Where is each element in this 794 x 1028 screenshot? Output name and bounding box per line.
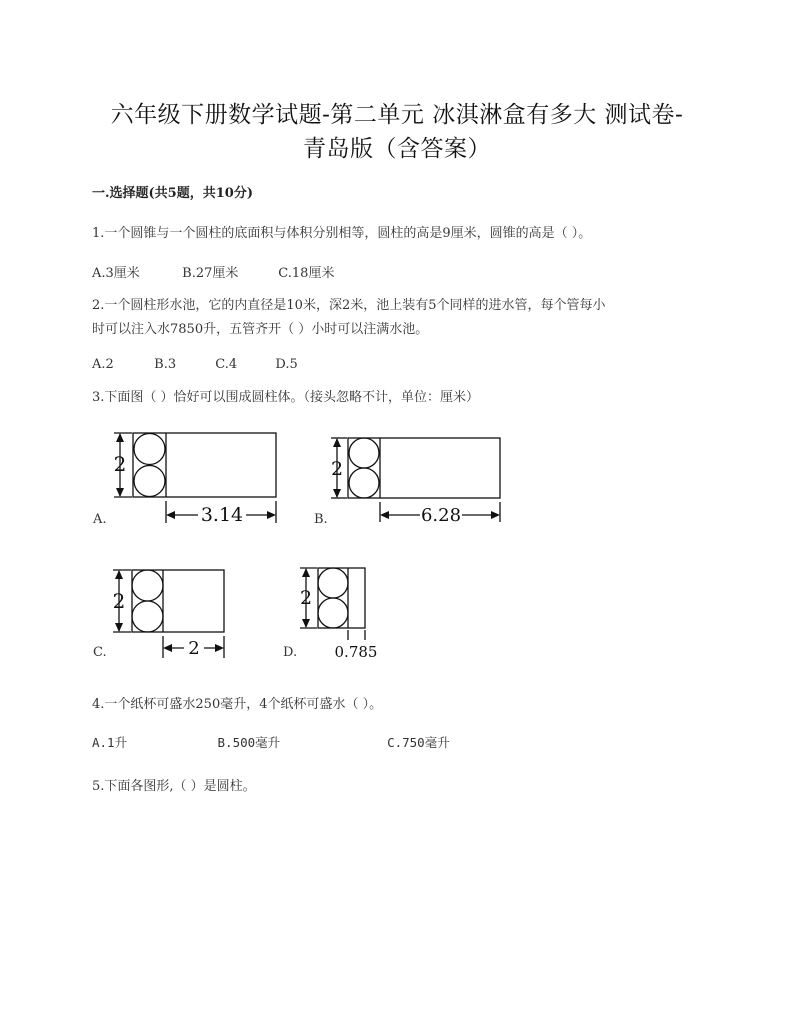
option-b: B.3 (154, 357, 177, 372)
figure-a-length: 3.14 (200, 504, 244, 526)
option-a: A.1升 (92, 735, 128, 750)
figure-b-height: 2 (330, 458, 344, 480)
option-c: C.18厘米 (278, 266, 335, 281)
figure-b-label: B. (314, 512, 328, 527)
figure-b-length: 6.28 (420, 505, 462, 526)
question-2-options (92, 357, 298, 372)
figure-d-height: 2 (299, 587, 313, 609)
question-2-line-2: 时可以注入水7850升，五管齐开（ ）小时可以注满水池。 (92, 322, 429, 337)
question-1-options (92, 262, 334, 281)
figure-c-length: 2 (188, 638, 200, 659)
option-a: A.2 (92, 357, 114, 372)
figure-b-net (320, 430, 510, 530)
question-3: 3.下面图（ ）恰好可以围成圆柱体。（接头忽略不计，单位：厘米） (92, 390, 480, 405)
figure-c-net (100, 562, 240, 662)
option-b: B.500毫升 (217, 735, 281, 750)
figure-d-label: D. (283, 645, 298, 660)
question-4: 4.一个纸杯可盛水250毫升，4个纸杯可盛水（ ）。 (92, 697, 383, 712)
figure-d-net (295, 560, 405, 660)
figure-a-net (100, 425, 290, 525)
question-5: 5.下面各图形,（ ）是圆柱。 (92, 779, 256, 794)
question-2-line-1: 2.一个圆柱形水池，它的内直径是10米，深2米，池上装有5个同样的进水管，每个管每小 (92, 298, 606, 313)
figure-c-label: C. (93, 645, 107, 660)
figure-c-height: 2 (112, 589, 126, 613)
option-c: C.750毫升 (387, 735, 450, 750)
page-title-line-2: 青岛版（含答案） (303, 136, 491, 162)
option-c: C.4 (215, 357, 238, 372)
option-b: B.27厘米 (182, 266, 239, 281)
section-heading: 一.选择题(共5题，共10分) (92, 186, 253, 201)
figure-a-label: A. (93, 512, 107, 527)
question-4-options (92, 733, 450, 751)
figure-a-height: 2 (113, 452, 127, 476)
option-d: D.5 (275, 357, 298, 372)
figure-d-length: 0.785 (334, 643, 378, 661)
page-title-line-1: 六年级下册数学试题-第二单元 冰淇淋盒有多大 测试卷- (110, 102, 684, 128)
option-a: A.3厘米 (92, 266, 140, 281)
question-1: 1.一个圆锥与一个圆柱的底面积与体积分别相等，圆柱的高是9厘米，圆锥的高是（ ）。 (92, 226, 592, 241)
